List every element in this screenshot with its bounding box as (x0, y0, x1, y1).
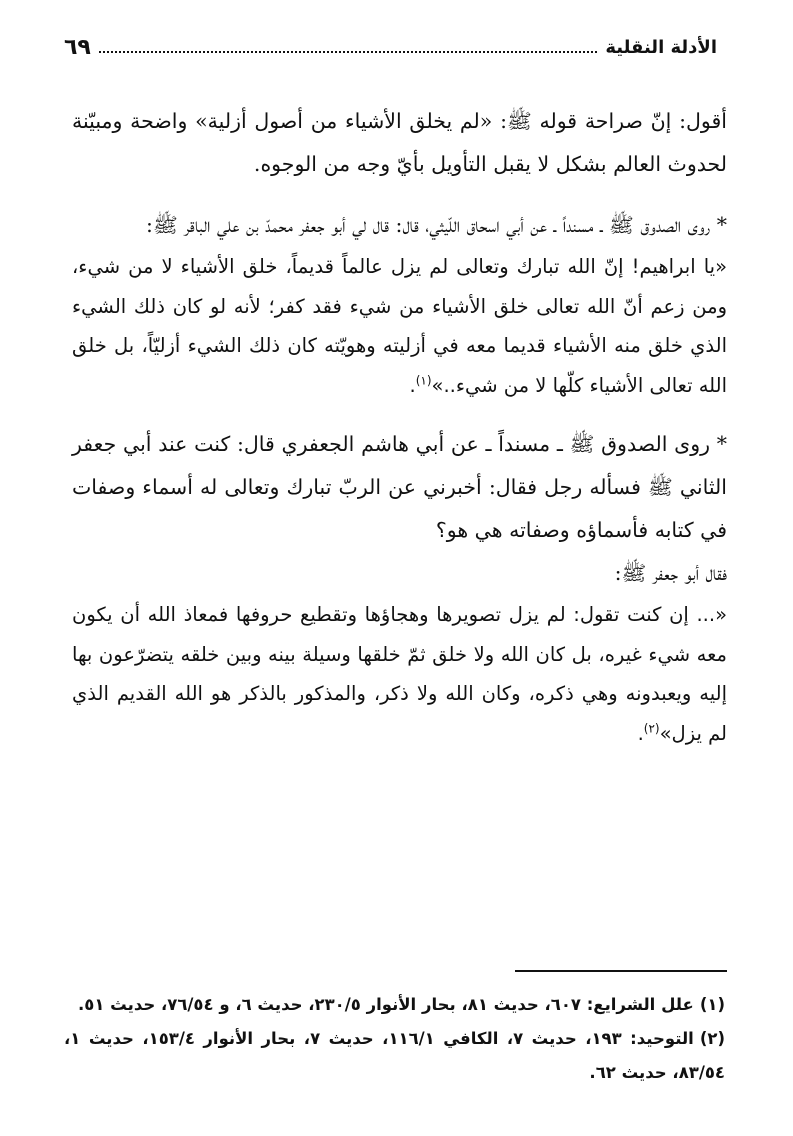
footnote-2-text: التوحيد: ١٩٣، حديث ٧، الكافي ١١٦/١، حديث ٧، بحار الأنوار ١٥٣/٤، حديث ١، ٨٣/٥٤، حديث ٦٢. (64, 1029, 725, 1082)
footnote-2 (64, 1022, 725, 1090)
quote-1-text: «يا ابراهيم! إنّ الله تبارك وتعالى لم يزل عالماً قديماً، خلق الأشياء لا من شيء، ومن زعم أنّ الله تعالى خلق الأشياء من شيء فقد كفر؛ لأنه لو كان ذلك الشيء الذي خلق منه الأشياء قديما معه في أزليته وهويّته كان ذلك الشيء أزليّاً، بل خلق الله تعالى الأشياء كلّها لا من شيء..» (72, 255, 727, 397)
dotted-leader (99, 51, 598, 53)
paragraph-narration-1: * روى الصدوق ﷺ ـ مسنداً ـ عن أبي اسحاق اللّيثي، قال: قال لي أبو جعفر محمدّ بن علي الباقر ﷺ: (146, 213, 727, 237)
quote-2-text: «... إن كنت تقول: لم يزل تصويرها وهجاؤها وتقطيع حروفها فمعاذ الله أن يكون معه شيء غيره، بل كان الله ولا خلق ثمّ خلقها وسيلة بينه وبين خلقه يتضرّعون بها إليه ويعبدونه وهي ذكره، وكان الله ولا ذكر، والمذكور بالذكر هو الله القديم الذي لم يزل» (72, 603, 727, 745)
footnote-ref-1[interactable]: (١) (415, 373, 432, 387)
footnote-1-mark: (١) (699, 995, 725, 1014)
quote-hadith-2: «... إن كنت تقول: لم يزل تصويرها وهجاؤها وتقطيع حروفها فمعاذ الله أن يكون معه شيء غيره، بل كان الله ولا خلق ثمّ خلقها وسيلة بينه وبين خلقه يتضرّعون بها إليه ويعبدونه وهي ذكره، وكان الله ولا ذكر، والمذكور بالذكر هو الله القديم الذي لم يزل»$^{(٢)}$. (72, 603, 727, 745)
quote-hadith-1: «يا ابراهيم! إنّ الله تبارك وتعالى لم يزل عالماً قديماً، خلق الأشياء لا من شيء، ومن زعم أنّ الله تعالى خلق الأشياء من شيء فقد كفر؛ لأنه لو كان ذلك الشيء الذي خلق منه الأشياء قديما معه في أزليته وهويّته كان ذلك الشيء أزليّاً، بل خلق الله تعالى الأشياء كلّها لا من شيء..»$^{(١)}$. (72, 255, 727, 397)
running-header (64, 30, 717, 64)
main-text (72, 100, 727, 753)
paragraph-answer-intro: فقال أبو جعفر ﷺ: (614, 561, 727, 585)
footnote-1-text: علل الشرايع: ٦٠٧، حديث ٨١، بحار الأنوار ٢٣٠/٥، حديث ٦، و ٧٦/٥٤، حديث ٥١. (77, 995, 694, 1014)
footnote-2-mark: (٢) (699, 1029, 726, 1048)
paragraph-narration-2: * روى الصدوق ﷺ ـ مسنداً ـ عن أبي هاشم الجعفري قال: كنت عند أبي جعفر الثاني ﷺ فسأله رجل فقال: أخبرني عن الربّ تبارك وتعالى له أسماء وصفات في كتابه فأسماؤه وصفاته هي هو؟ (72, 432, 727, 542)
footnote-1 (64, 988, 725, 1022)
chapter-title: الأدلة النقلية (605, 36, 717, 58)
footnotes (64, 988, 725, 1090)
paragraph-commentary: أقول: إنّ صراحة قوله ﷺ: «لم يخلق الأشياء من أصول أزلية» واضحة ومبيّنة لحدوث العالم بشكل لا يقبل التأويل بأيّ وجه من الوجوه. (72, 109, 727, 176)
footnote-ref-2[interactable]: (٢) (643, 721, 660, 735)
page-number: ٦٩ (64, 34, 91, 60)
footnote-separator (515, 970, 727, 972)
